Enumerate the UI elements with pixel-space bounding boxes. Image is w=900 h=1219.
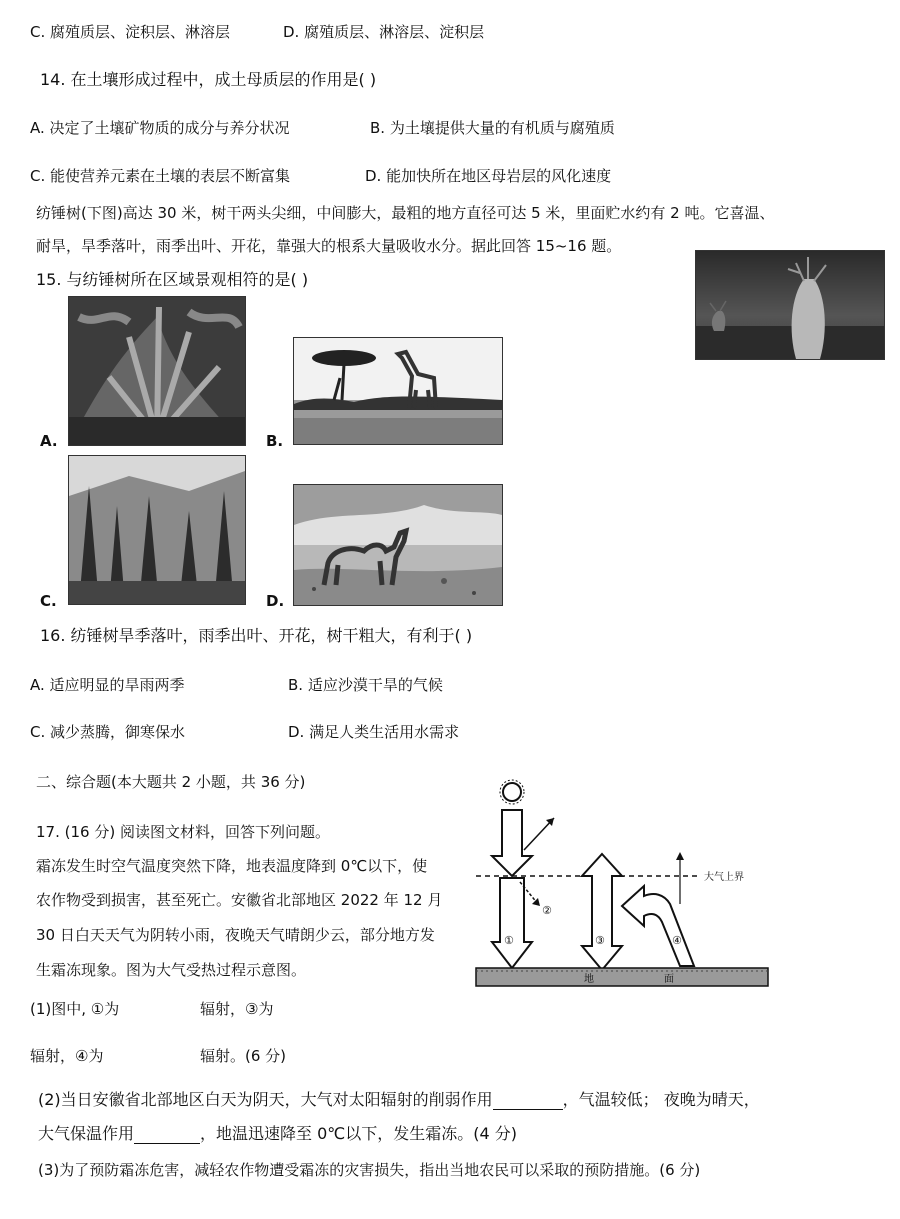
q14-option-c: C. 能使营养元素在土壤的表层不断富集	[30, 167, 291, 185]
q14-option-d: D. 能加快所在地区母岩层的风化速度	[365, 167, 612, 185]
q15-stem: 15. 与纺锤树所在区域景观相符的是( )	[36, 270, 309, 289]
arrow-1-label: ①	[504, 934, 514, 947]
sun-icon	[500, 780, 524, 804]
arrow-2-label: ②	[542, 904, 552, 917]
photo-b-savanna	[293, 337, 503, 445]
photo-a-rainforest	[68, 296, 246, 446]
ground-label-1: 地	[584, 974, 594, 985]
ground-label-2: 面	[664, 974, 674, 985]
q17-sub1-line1-part-a: (1)图中, ①为	[30, 1000, 120, 1018]
q17-material-line-2: 农作物受到损害，甚至死亡。安徽省北部地区 2022 年 12 月	[36, 891, 443, 909]
q17-sub3: (3)为了预防霜冻危害，减轻农作物遭受霜冻的灾害损失，指出当地农民可以采取的预防措施。(6 分)	[38, 1161, 701, 1179]
section2-title: 二、综合题(本大题共 2 小题，共 36 分)	[36, 773, 306, 791]
q16-option-c: C. 减少蒸腾，御寒保水	[30, 723, 186, 741]
arrow-1	[492, 878, 532, 968]
photo-d-desert	[293, 484, 503, 606]
q17-sub2-line1-part-a: (2)当日安徽省北部地区白天为阴天，大气对太阳辐射的削弱作用	[38, 1090, 493, 1109]
photo-b-label: B.	[266, 432, 284, 450]
passage-line-2: 耐旱，旱季落叶，雨季出叶、开花，靠强大的根系大量吸收水分。据此回答 15~16 题。	[36, 237, 622, 255]
bottle-tree-photo	[695, 250, 885, 360]
atmosphere-heating-diagram	[474, 776, 770, 992]
q14-option-a: A. 决定了土壤矿物质的成分与养分状况	[30, 119, 290, 137]
q14-option-b: B. 为土壤提供大量的有机质与腐殖质	[370, 119, 615, 137]
solar-radiation-arrow	[492, 810, 532, 876]
photo-d-label: D.	[266, 592, 285, 610]
q17-sub1-line1-part-b: 辐射，③为	[200, 1000, 274, 1018]
photo-c-forest	[68, 455, 246, 605]
arrow-4-label: ④	[672, 934, 682, 947]
q17-material-line-3: 30 日白天天气为阴转小雨，夜晚天气晴朗少云，部分地方发	[36, 926, 435, 944]
photo-c-label: C.	[40, 592, 57, 610]
q16-stem: 16. 纺锤树旱季落叶，雨季出叶、开花，树干粗大，有利于( )	[40, 626, 473, 645]
arrow-3	[582, 854, 622, 970]
answer-blank-2[interactable]	[134, 1127, 200, 1144]
q13-option-d: D. 腐殖质层、淋溶层、淀积层	[283, 23, 485, 41]
q17-stem: 17. (16 分) 阅读图文材料，回答下列问题。	[36, 823, 330, 841]
q17-sub2-line1-part-b: ，气温较低； 夜晚为晴天，	[562, 1090, 760, 1109]
q17-sub1-line2-part-a: 辐射，④为	[30, 1047, 104, 1065]
q16-option-d: D. 满足人类生活用水需求	[288, 723, 460, 741]
q17-material-line-4: 生霜冻现象。图为大气受热过程示意图。	[36, 961, 307, 979]
photo-a-label: A.	[40, 432, 58, 450]
answer-blank-1[interactable]	[493, 1093, 563, 1110]
q16-option-a: A. 适应明显的旱雨两季	[30, 676, 185, 694]
q17-sub1-line2-part-b: 辐射。(6 分)	[200, 1047, 287, 1065]
q17-sub2-line2-part-b: ，地温迅速降至 0℃以下，发生霜冻。(4 分)	[200, 1124, 518, 1143]
q17-material-line-1: 霜冻发生时空气温度突然下降，地表温度降到 0℃以下，使	[36, 857, 428, 875]
q14-stem: 14. 在土壤形成过程中，成土母质层的作用是( )	[40, 70, 377, 89]
q13-option-c: C. 腐殖质层、淀积层、淋溶层	[30, 23, 231, 41]
q16-option-b: B. 适应沙漠干旱的气候	[288, 676, 443, 694]
q17-sub2-line2-part-a: 大气保温作用	[38, 1124, 135, 1143]
arrow-3-label: ③	[595, 934, 605, 947]
boundary-label: 大气上界	[704, 872, 744, 883]
arrow-4	[622, 886, 694, 966]
passage-line-1: 纺锤树(下图)高达 30 米，树干两头尖细，中间膨大，最粗的地方直径可达 5 米，里面贮水约有 2 吨。它喜温、	[36, 204, 775, 222]
